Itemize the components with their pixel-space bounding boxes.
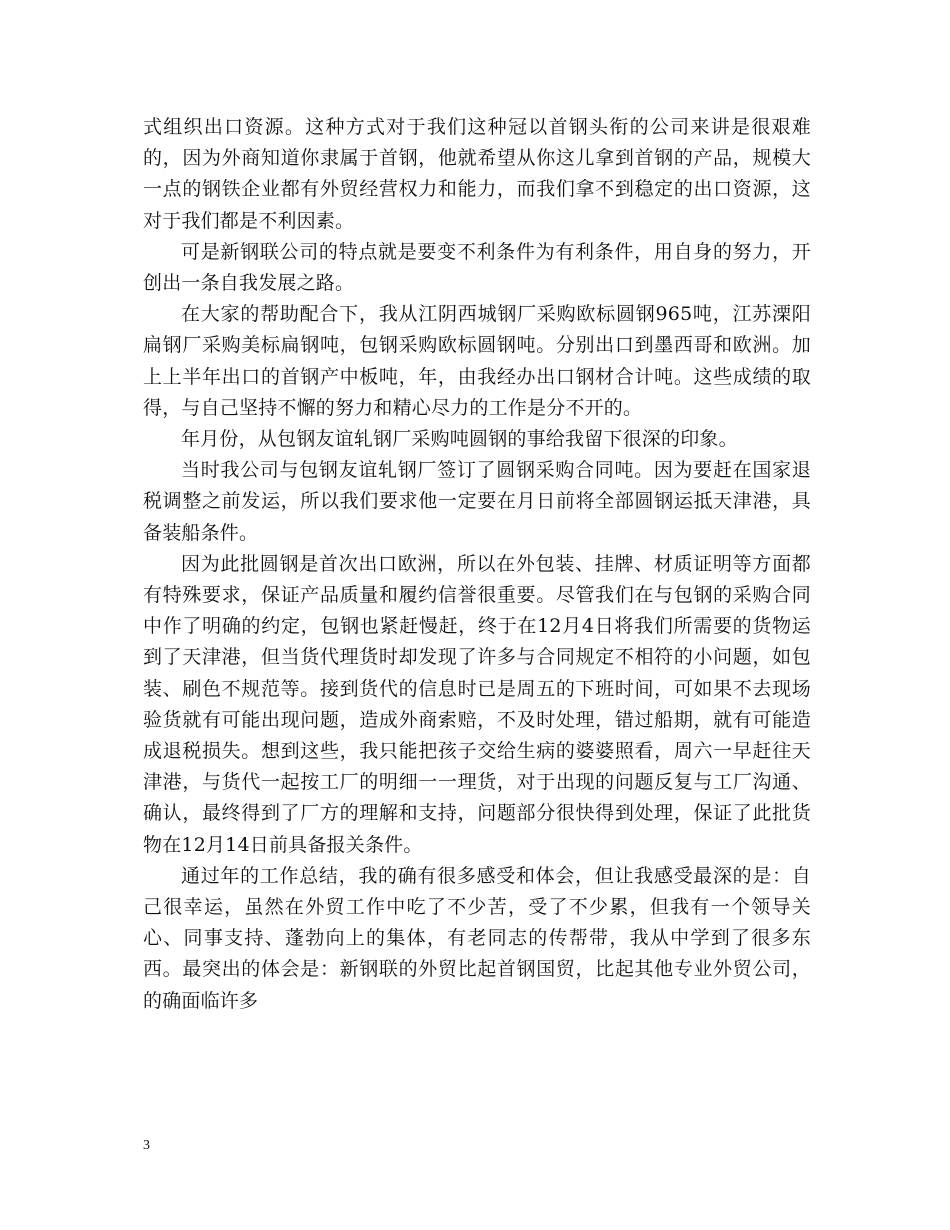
document-body xyxy=(143,112,811,1017)
paragraph-4: 年月份，从包钢友谊轧钢厂采购吨圆钢的事给我留下很深的印象。 xyxy=(181,428,738,451)
paragraph-7: 通过年的工作总结，我的确有很多感受和体会，但让我感受最深的是：自己很幸运，虽然在外贸工作中吃了不少苦，受了不少累，但我有一个领导关心、同事支持、蓬勃向上的集体，有老同志的传帮带，我从中学到了很多东西。最突出的体会是：新钢联的外贸比起首钢国贸，比起其他专业外贸公司，的确面临许多 xyxy=(143,864,811,1012)
paragraph-2: 可是新钢联公司的特点就是要变不利条件为有利条件，用自身的努力，开创出一条自我发展之路。 xyxy=(143,240,811,295)
paragraph-5: 当时我公司与包钢友谊轧钢厂签订了圆钢采购合同吨。因为要赶在国家退税调整之前发运，所以我们要求他一定要在月日前将全部圆钢运抵天津港，具备装船条件。 xyxy=(143,459,811,544)
paragraph-1: 式组织出口资源。这种方式对于我们这种冠以首钢头衔的公司来讲是很艰难的，因为外商知道你隶属于首钢，他就希望从你这儿拿到首钢的产品，规模大一点的钢铁企业都有外贸经营权力和能力，而我们拿不到稳定的出口资源，这对于我们都是不利因素。 xyxy=(143,116,811,232)
paragraph-3: 在大家的帮助配合下，我从江阴西城钢厂采购欧标圆钢965吨，江苏溧阳扁钢厂采购美标扁钢吨，包钢采购欧标圆钢吨。分别出口到墨西哥和欧洲。加上上半年出口的首钢产中板吨，年，由我经办出口钢材合计吨。这些成绩的取得，与自己坚持不懈的努力和精心尽力的工作是分不开的。 xyxy=(143,303,811,419)
paragraph-6: 因为此批圆钢是首次出口欧洲，所以在外包装、挂牌、材质证明等方面都有特殊要求，保证产品质量和履约信誉很重要。尽管我们在与包钢的采购合同中作了明确的约定，包钢也紧赶慢赶，终于在12月4日将我们所需要的货物运到了天津港，但当货代理货时却发现了许多与合同规定不相符的小问题，如包装、刷色不规范等。接到货代的信息时已是周五的下班时间，可如果不去现场验货就有可能出现问题，造成外商索赔，不及时处理，错过船期，就有可能造成退税损失。想到这些，我只能把孩子交给生病的婆婆照看，周六一早赶往天津港，与货代一起按工厂的明细一一理货，对于出现的问题反复与工厂沟通、确认，最终得到了厂方的理解和支持，问题部分很快得到处理，保证了此批货物在12月14日前具备报关条件。 xyxy=(143,552,811,856)
page-number: 3 xyxy=(143,1138,150,1153)
